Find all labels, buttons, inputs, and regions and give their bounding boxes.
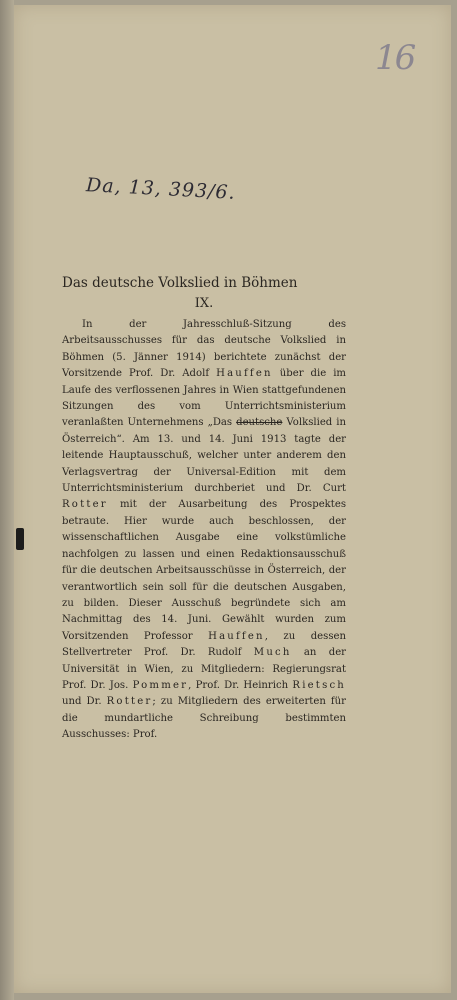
name-hauffen: Hauffen (208, 630, 265, 642)
body-text: , zu dessen Stellvertreter Prof. Dr. Rudolf (62, 630, 346, 659)
punch-hole-mark (16, 528, 24, 550)
struck-word: deutsche (236, 417, 283, 429)
name-hauffen: Hauffen (216, 368, 273, 380)
folded-edge (0, 0, 14, 1000)
body-text: , Prof. Dr. Heinrich (188, 679, 293, 691)
body-text: über die im Laufe des verflossenen Jahres in Wien stattgefundenen Sitzungen des vom Unterrichtsministerium veranlaßten Unternehmens „Das (62, 368, 346, 429)
name-pommer: Pommer (132, 679, 189, 691)
body-text: mit der Ausarbeitung des Prospektes betraute. Hier wurde auch beschlossen, der wissenschaftlichen Ausgabe eine volkstümliche nachfolgen zu lassen und einen Redaktionsausschuß für die deutschen Arbeitsausschüsse in Österreich, der verantwortlich sein soll für die deutschen Ausgaben, zu bilden. Dieser Ausschuß begründete sich am Nachmittag des 14. Juni. Gewählt wurden zum Vorsitzenden Professor (62, 499, 346, 642)
body-text: an der Universität in Wien, zu Mitgliedern: Regierungsrat Prof. Dr. Jos. (62, 647, 346, 691)
body-text: und Dr. (62, 696, 107, 708)
name-rotter: Rotter (62, 499, 108, 511)
page-number-pencil: 16 (375, 38, 415, 78)
name-rietsch: Rietsch (292, 679, 346, 691)
article-number: IX. (194, 296, 214, 311)
body-text: In der Jahresschluß-Sitzung des Arbeitsausschusses für das deutsche Volkslied in Böhmen (5. Jänner 1914) berichtete zunächst der Vorsitzende Prof. Dr. Adolf (62, 319, 346, 380)
body-text: ; zu Mitgliedern des erweiterten für die mundartliche Schreibung bestimmten Ausschusses: Prof. (62, 696, 346, 741)
body-text: Volkslied in Österreich“. Am 13. und 14. Juni 1913 tagte der leitende Hauptausschuß, welcher unter anderem den Verlagsvertrag der Universal-Edition mit dem Unterrichtsministerium durchberiet und Dr. Curt (62, 417, 346, 495)
article-clipping (62, 275, 346, 744)
handwritten-note: Da, 13, 393/6. (85, 174, 237, 204)
name-rotter: Rotter (106, 696, 153, 708)
name-much: Much (253, 647, 292, 659)
article-title: Das deutsche Volkslied in Böhmen (62, 275, 298, 291)
article-body (62, 317, 346, 744)
